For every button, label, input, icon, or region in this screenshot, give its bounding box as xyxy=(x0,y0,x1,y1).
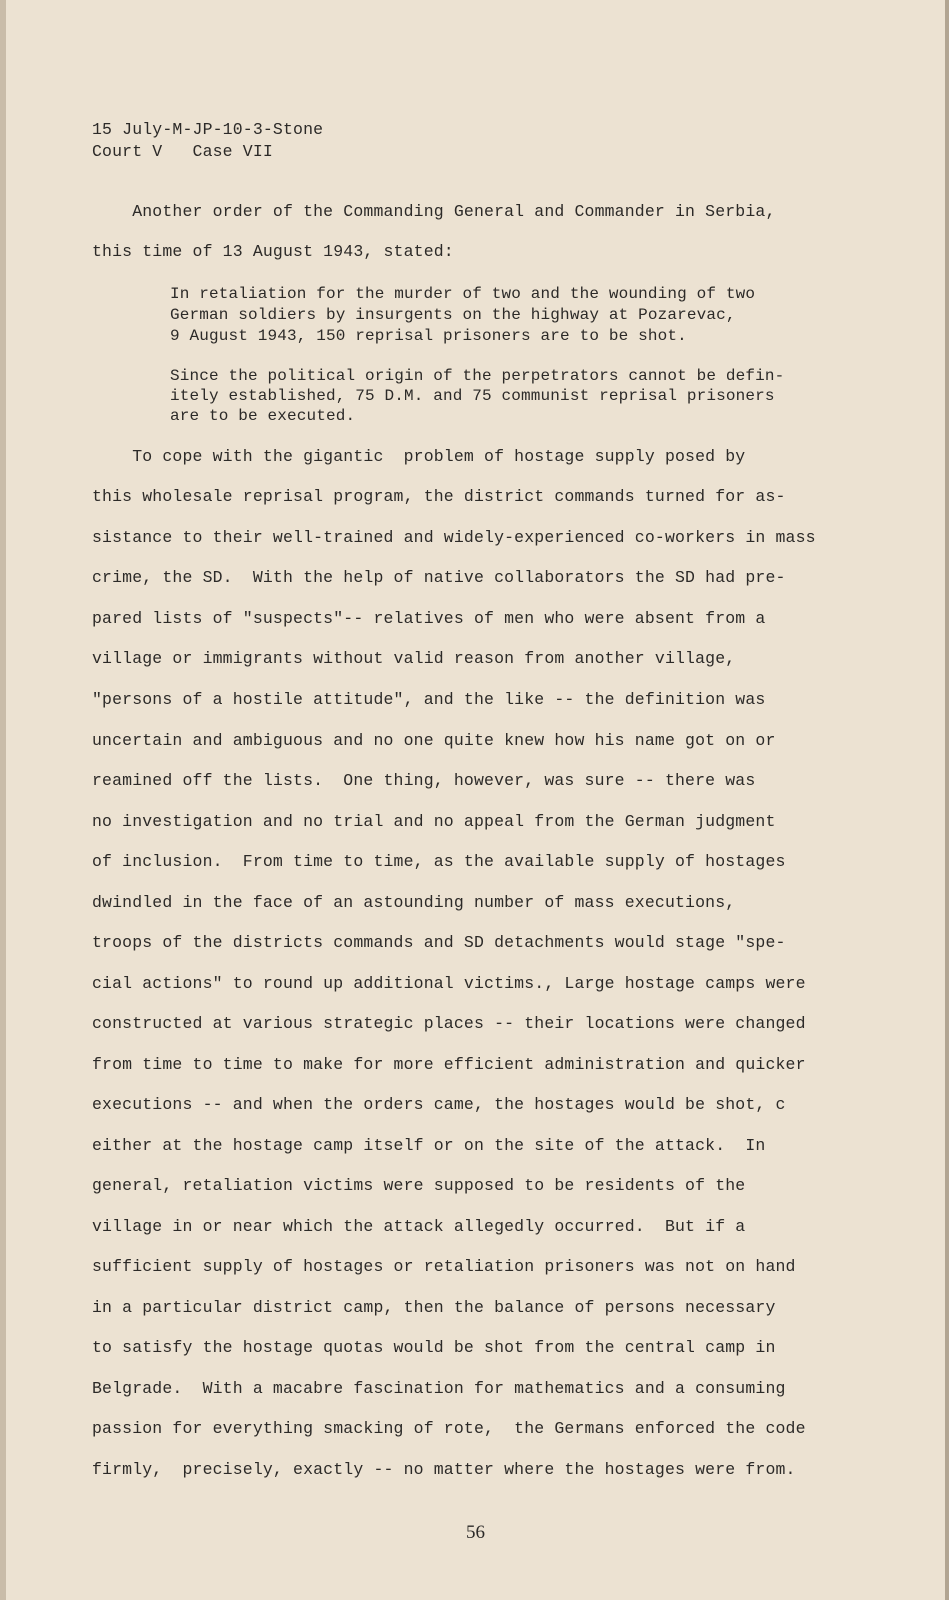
body-text-line: of inclusion. From time to time, as the available supply of hostages xyxy=(92,852,786,871)
body-text-line: uncertain and ambiguous and no one quite knew how his name got on or xyxy=(92,731,776,750)
body-text-line: from time to time to make for more efficient administration and quicker xyxy=(92,1055,806,1074)
body-text-line: to satisfy the hostage quotas would be shot from the central camp in xyxy=(92,1338,776,1357)
body-text-line: no investigation and no trial and no appeal from the German judgment xyxy=(92,812,776,831)
body-text-line: pared lists of "suspects"-- relatives of men who were absent from a xyxy=(92,609,766,628)
quote-line: are to be executed. xyxy=(170,407,356,425)
body-text-line: crime, the SD. With the help of native collaborators the SD had pre- xyxy=(92,568,786,587)
body-text-line: executions -- and when the orders came, the hostages would be shot, c xyxy=(92,1095,786,1114)
quote-line: 9 August 1943, 150 reprisal prisoners are to be shot. xyxy=(170,327,687,345)
body-text-line: constructed at various strategic places -- their locations were changed xyxy=(92,1014,806,1033)
intro-text-line: Another order of the Commanding General and Commander in Serbia, xyxy=(92,202,776,221)
body-text-line: village in or near which the attack allegedly occurred. But if a xyxy=(92,1217,746,1236)
body-text-line: sufficient supply of hostages or retaliation prisoners was not on hand xyxy=(92,1257,796,1276)
body-text-line: troops of the districts commands and SD detachments would stage "spe- xyxy=(92,933,786,952)
body-text-line: cial actions" to round up additional victims., Large hostage camps were xyxy=(92,974,806,993)
body-text-line: this wholesale reprisal program, the district commands turned for as- xyxy=(92,487,786,506)
intro-text-line: this time of 13 August 1943, stated: xyxy=(92,242,454,261)
body-text-line: general, retaliation victims were supposed to be residents of the xyxy=(92,1176,746,1195)
body-text-line: reamined off the lists. One thing, however, was sure -- there was xyxy=(92,771,756,790)
body-text-line: either at the hostage camp itself or on the site of the attack. In xyxy=(92,1136,766,1155)
quote-line: In retaliation for the murder of two and the wounding of two xyxy=(170,285,756,303)
body-text-line: Belgrade. With a macabre fascination for mathematics and a consuming xyxy=(92,1379,786,1398)
body-text-line: village or immigrants without valid reason from another village, xyxy=(92,649,736,668)
court-case-line: Court V Case VII xyxy=(92,142,273,161)
page-number: 56 xyxy=(466,1522,485,1543)
body-text-line: in a particular district camp, then the balance of persons necessary xyxy=(92,1298,776,1317)
quote-line: German soldiers by insurgents on the highway at Pozarevac, xyxy=(170,306,736,324)
body-text-line: "persons of a hostile attitude", and the like -- the definition was xyxy=(92,690,766,709)
body-text-line: To cope with the gigantic problem of hostage supply posed by xyxy=(92,447,746,466)
body-text-line: sistance to their well-trained and widely-experienced co-workers in mass xyxy=(92,528,816,547)
body-text-line: firmly, precisely, exactly -- no matter where the hostages were from. xyxy=(92,1460,796,1479)
body-text-line: dwindled in the face of an astounding number of mass executions, xyxy=(92,893,736,912)
reference-line: 15 July-M-JP-10-3-Stone xyxy=(92,120,324,139)
quote-line: Since the political origin of the perpetrators cannot be defin- xyxy=(170,367,785,385)
body-text-line: passion for everything smacking of rote, the Germans enforced the code xyxy=(92,1419,806,1438)
quote-line: itely established, 75 D.M. and 75 communist reprisal prisoners xyxy=(170,387,775,405)
